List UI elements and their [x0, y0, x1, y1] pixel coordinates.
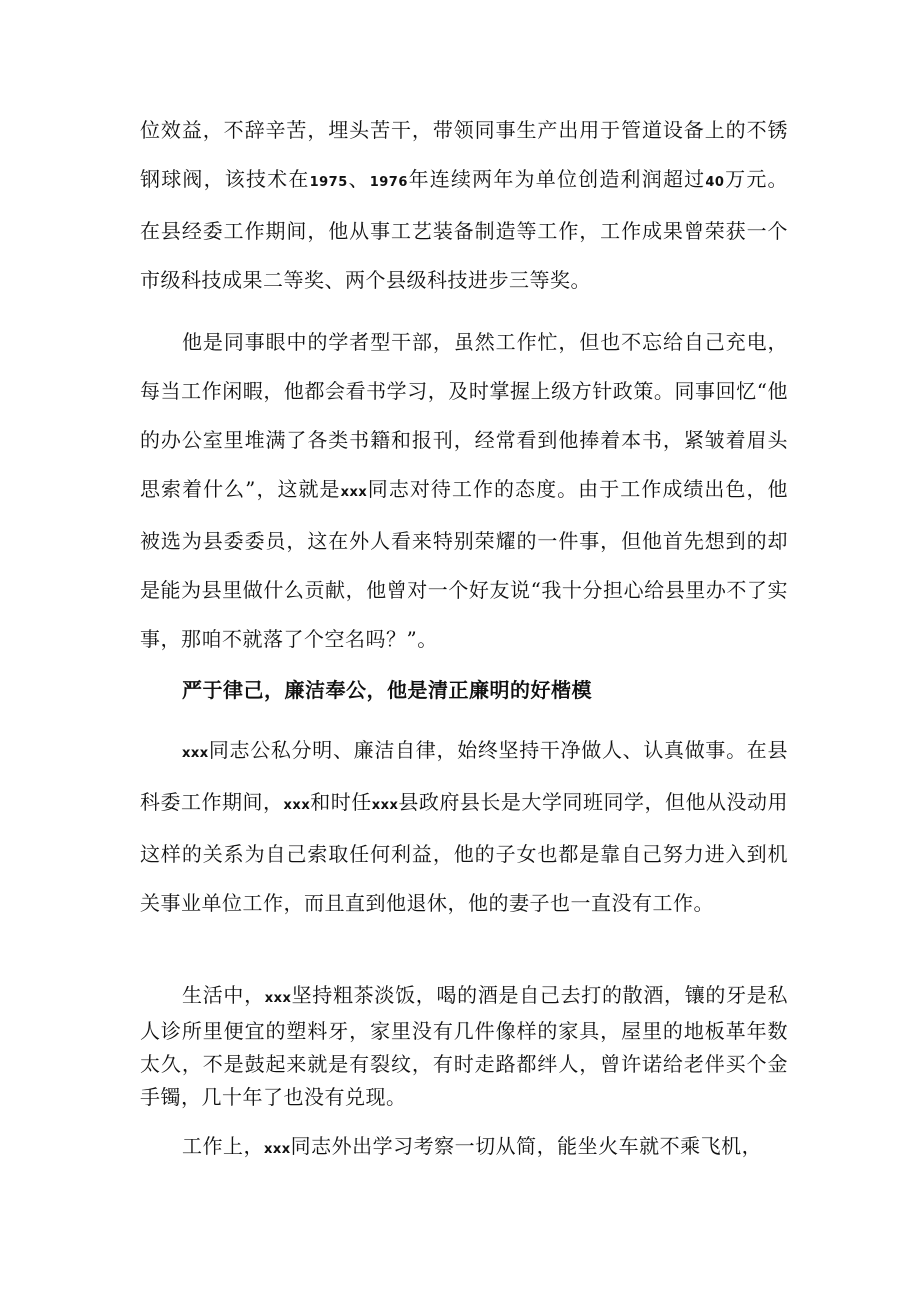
- name-placeholder: xxx: [264, 1142, 291, 1157]
- year-1975: 1975: [309, 175, 348, 190]
- year-1976: 1976: [369, 175, 408, 190]
- text-segment: 同志对待工作的态度。由于工作成绩出色，他被选为县委委员，这在外人看来特别荣耀的一件事，但他首先想到的却是能为县里做什么贡献，他曾对一个好友说“我十分担心给县里办不了实事，那咱不就落了个空名吗？”。: [140, 477, 789, 651]
- name-placeholder: xxx: [371, 798, 399, 813]
- section-heading: 严于律己，廉洁奉公，他是清正廉明的好楷模: [182, 678, 592, 702]
- text-segment: 万元。在县经委工作期间，他从事工艺装备制造等工作，工作成果曾荣获一个市级科技成果二等奖、两个县级科技进步三等奖。: [140, 167, 789, 292]
- name-placeholder: xxx: [283, 798, 311, 813]
- paragraph-integrity: [140, 726, 788, 928]
- name-placeholder: xxx: [182, 746, 209, 761]
- paragraph-work-frugality: [140, 1122, 788, 1174]
- text-segment: 生活中，: [182, 983, 265, 1007]
- text-segment: 同志外出学习考察一切从简，能坐火车就不乘飞机，: [290, 1134, 763, 1158]
- amount-40: 40: [705, 175, 725, 190]
- text-segment: 位效益，不辞辛苦，埋头苦干，带领同事生产出用于管道设备上的不锈钢球阀，该技术在: [140, 118, 788, 191]
- text-segment: 坚持粗茶淡饭，喝的酒是自己去打的散酒，镶的牙是私人诊所里便宜的塑料牙，家里没有几件像样的家具，屋里的地板革年数太久，不是鼓起来就是有裂纹，有时走路都绊人，曾许诺给老伴买个金手镯，几十年了也没有兑现。: [140, 983, 789, 1109]
- paragraph-achievements: [140, 106, 788, 305]
- name-placeholder: xxx: [264, 991, 292, 1006]
- text-segment: 他是同事眼中的学者型干部，虽然工作忙，但也不忘给自己充电，每当工作闲暇，他都会看书学习，及时掌握上级方针政策。同事回忆“他的办公室里堆满了各类书籍和报刊，经常看到他捧着本书，紧皱着眉头思索着什么”，这就是: [140, 330, 788, 501]
- text-segment: 年连续两年为单位创造利润超过: [407, 167, 706, 191]
- text-segment: 同志公私分明、廉洁自律，始终坚持干净做人、认真做事。在县科委工作期间，: [140, 738, 788, 814]
- text-segment: 工作上，: [182, 1134, 264, 1158]
- text-segment: 、: [347, 167, 370, 191]
- text-segment: 和时任: [310, 790, 372, 814]
- paragraph-scholar: [140, 318, 788, 664]
- text-segment: 县政府县长是大学同班同学，但他从没动用这样的关系为自己索取任何利益，他的子女也都是靠自己努力进入到机关事业单位工作，而且直到他退休，他的妻子也一直没有工作。: [140, 790, 789, 915]
- name-placeholder: xxx: [340, 485, 368, 500]
- paragraph-frugal-life: [140, 979, 788, 1114]
